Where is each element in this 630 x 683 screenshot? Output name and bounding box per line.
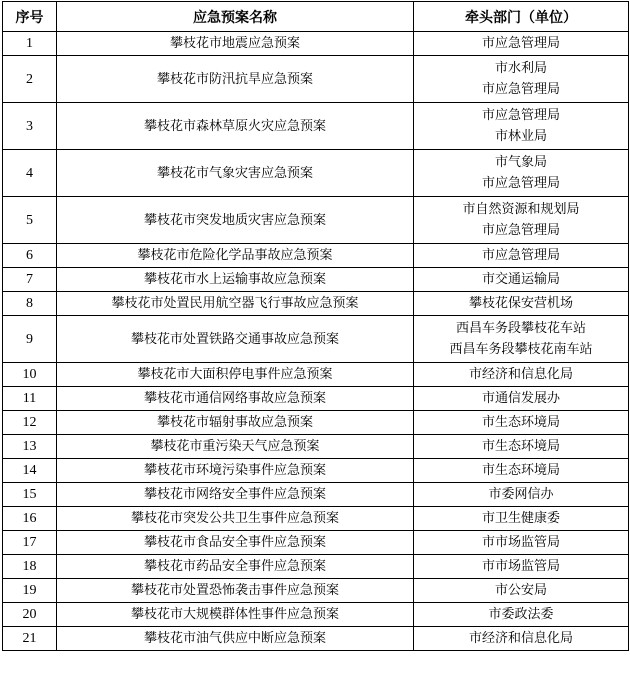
table-row — [3, 507, 629, 531]
lead-unit — [414, 411, 629, 435]
table-row — [3, 103, 629, 150]
plan-name: 攀枝花市森林草原火灾应急预案 — [57, 103, 414, 150]
row-number: 20 — [3, 603, 57, 627]
lead-unit-line: 市委政法委 — [488, 607, 554, 622]
plan-name: 攀枝花市油气供应中断应急预案 — [57, 627, 414, 651]
lead-unit-line: 市市场监管局 — [481, 559, 560, 574]
lead-unit-line: 市卫生健康委 — [481, 511, 560, 526]
lead-unit — [414, 56, 629, 103]
lead-unit — [414, 197, 629, 244]
table-row — [3, 411, 629, 435]
header-row — [3, 2, 629, 32]
lead-unit-line: 市交通运输局 — [481, 272, 560, 287]
lead-unit-line: 市经济和信息化局 — [468, 631, 573, 646]
row-number: 14 — [3, 459, 57, 483]
table-row — [3, 435, 629, 459]
lead-unit — [414, 459, 629, 483]
lead-unit-line: 市生态环境局 — [481, 415, 560, 430]
plan-name: 攀枝花市水上运输事故应急预案 — [57, 268, 414, 292]
row-number: 5 — [3, 197, 57, 244]
lead-unit-line: 市应急管理局 — [481, 108, 560, 123]
lead-unit — [414, 150, 629, 197]
table-row — [3, 459, 629, 483]
row-number: 11 — [3, 387, 57, 411]
table-row — [3, 627, 629, 651]
plan-name: 攀枝花市防汛抗旱应急预案 — [57, 56, 414, 103]
lead-unit — [414, 507, 629, 531]
plan-name: 攀枝花市处置民用航空器飞行事故应急预案 — [57, 292, 414, 316]
lead-unit-line: 市公安局 — [494, 583, 547, 598]
table-row — [3, 32, 629, 56]
table-row — [3, 316, 629, 363]
lead-unit — [414, 387, 629, 411]
lead-unit — [414, 244, 629, 268]
lead-unit-line: 市应急管理局 — [481, 176, 560, 191]
lead-unit — [414, 103, 629, 150]
lead-unit-line: 市经济和信息化局 — [468, 367, 573, 382]
lead-unit — [414, 32, 629, 56]
lead-unit-line: 市应急管理局 — [481, 82, 560, 97]
lead-unit-line: 西昌车务段攀枝花车站 — [455, 321, 586, 336]
row-number: 16 — [3, 507, 57, 531]
table-row — [3, 56, 629, 103]
table-row — [3, 292, 629, 316]
plan-name: 攀枝花市处置铁路交通事故应急预案 — [57, 316, 414, 363]
lead-unit-line: 市应急管理局 — [481, 223, 560, 238]
table-row — [3, 579, 629, 603]
lead-unit-line: 市生态环境局 — [481, 463, 560, 478]
plan-name: 攀枝花市药品安全事件应急预案 — [57, 555, 414, 579]
lead-unit-line: 市通信发展办 — [481, 391, 560, 406]
table-row — [3, 150, 629, 197]
plan-name: 攀枝花市辐射事故应急预案 — [57, 411, 414, 435]
plan-name: 攀枝花市通信网络事故应急预案 — [57, 387, 414, 411]
lead-unit-line: 市市场监管局 — [481, 535, 560, 550]
header-no: 序号 — [3, 2, 57, 32]
lead-unit — [414, 268, 629, 292]
lead-unit-line: 市水利局 — [494, 61, 547, 76]
row-number: 13 — [3, 435, 57, 459]
lead-unit — [414, 483, 629, 507]
lead-unit — [414, 316, 629, 363]
table-row — [3, 244, 629, 268]
row-number: 18 — [3, 555, 57, 579]
row-number: 1 — [3, 32, 57, 56]
plan-name: 攀枝花市突发地质灾害应急预案 — [57, 197, 414, 244]
table-row — [3, 603, 629, 627]
plan-name: 攀枝花市气象灾害应急预案 — [57, 150, 414, 197]
row-number: 3 — [3, 103, 57, 150]
table-row — [3, 555, 629, 579]
table-row — [3, 531, 629, 555]
plan-name: 攀枝花市危险化学品事故应急预案 — [57, 244, 414, 268]
lead-unit — [414, 531, 629, 555]
lead-unit-line: 市应急管理局 — [481, 36, 560, 51]
plan-name: 攀枝花市重污染天气应急预案 — [57, 435, 414, 459]
plan-name: 攀枝花市处置恐怖袭击事件应急预案 — [57, 579, 414, 603]
lead-unit-line: 市气象局 — [494, 155, 547, 170]
lead-unit — [414, 627, 629, 651]
lead-unit-line: 市林业局 — [494, 129, 547, 144]
lead-unit-line: 市自然资源和规划局 — [462, 202, 580, 217]
lead-unit-line: 西昌车务段攀枝花南车站 — [449, 342, 593, 357]
lead-unit-line: 攀枝花保安营机场 — [468, 296, 573, 311]
lead-unit-line: 市生态环境局 — [481, 439, 560, 454]
row-number: 2 — [3, 56, 57, 103]
lead-unit-line: 市委网信办 — [488, 487, 554, 502]
lead-unit — [414, 292, 629, 316]
row-number: 4 — [3, 150, 57, 197]
lead-unit-line: 市应急管理局 — [481, 248, 560, 263]
lead-unit — [414, 603, 629, 627]
lead-unit — [414, 363, 629, 387]
table-row — [3, 483, 629, 507]
row-number: 6 — [3, 244, 57, 268]
lead-unit — [414, 579, 629, 603]
plan-name: 攀枝花市食品安全事件应急预案 — [57, 531, 414, 555]
header-unit: 牵头部门（单位） — [414, 2, 629, 32]
plan-name: 攀枝花市地震应急预案 — [57, 32, 414, 56]
table-body — [3, 32, 629, 651]
table-row — [3, 268, 629, 292]
row-number: 9 — [3, 316, 57, 363]
header-name: 应急预案名称 — [57, 2, 414, 32]
plan-name: 攀枝花市突发公共卫生事件应急预案 — [57, 507, 414, 531]
emergency-plan-table — [2, 1, 629, 651]
row-number: 8 — [3, 292, 57, 316]
row-number: 12 — [3, 411, 57, 435]
lead-unit — [414, 435, 629, 459]
table-row — [3, 387, 629, 411]
row-number: 19 — [3, 579, 57, 603]
row-number: 17 — [3, 531, 57, 555]
table-row — [3, 197, 629, 244]
plan-name: 攀枝花市大规模群体性事件应急预案 — [57, 603, 414, 627]
plan-name: 攀枝花市大面积停电事件应急预案 — [57, 363, 414, 387]
plan-name: 攀枝花市网络安全事件应急预案 — [57, 483, 414, 507]
row-number: 15 — [3, 483, 57, 507]
row-number: 7 — [3, 268, 57, 292]
lead-unit — [414, 555, 629, 579]
table-row — [3, 363, 629, 387]
row-number: 10 — [3, 363, 57, 387]
row-number: 21 — [3, 627, 57, 651]
plan-name: 攀枝花市环境污染事件应急预案 — [57, 459, 414, 483]
